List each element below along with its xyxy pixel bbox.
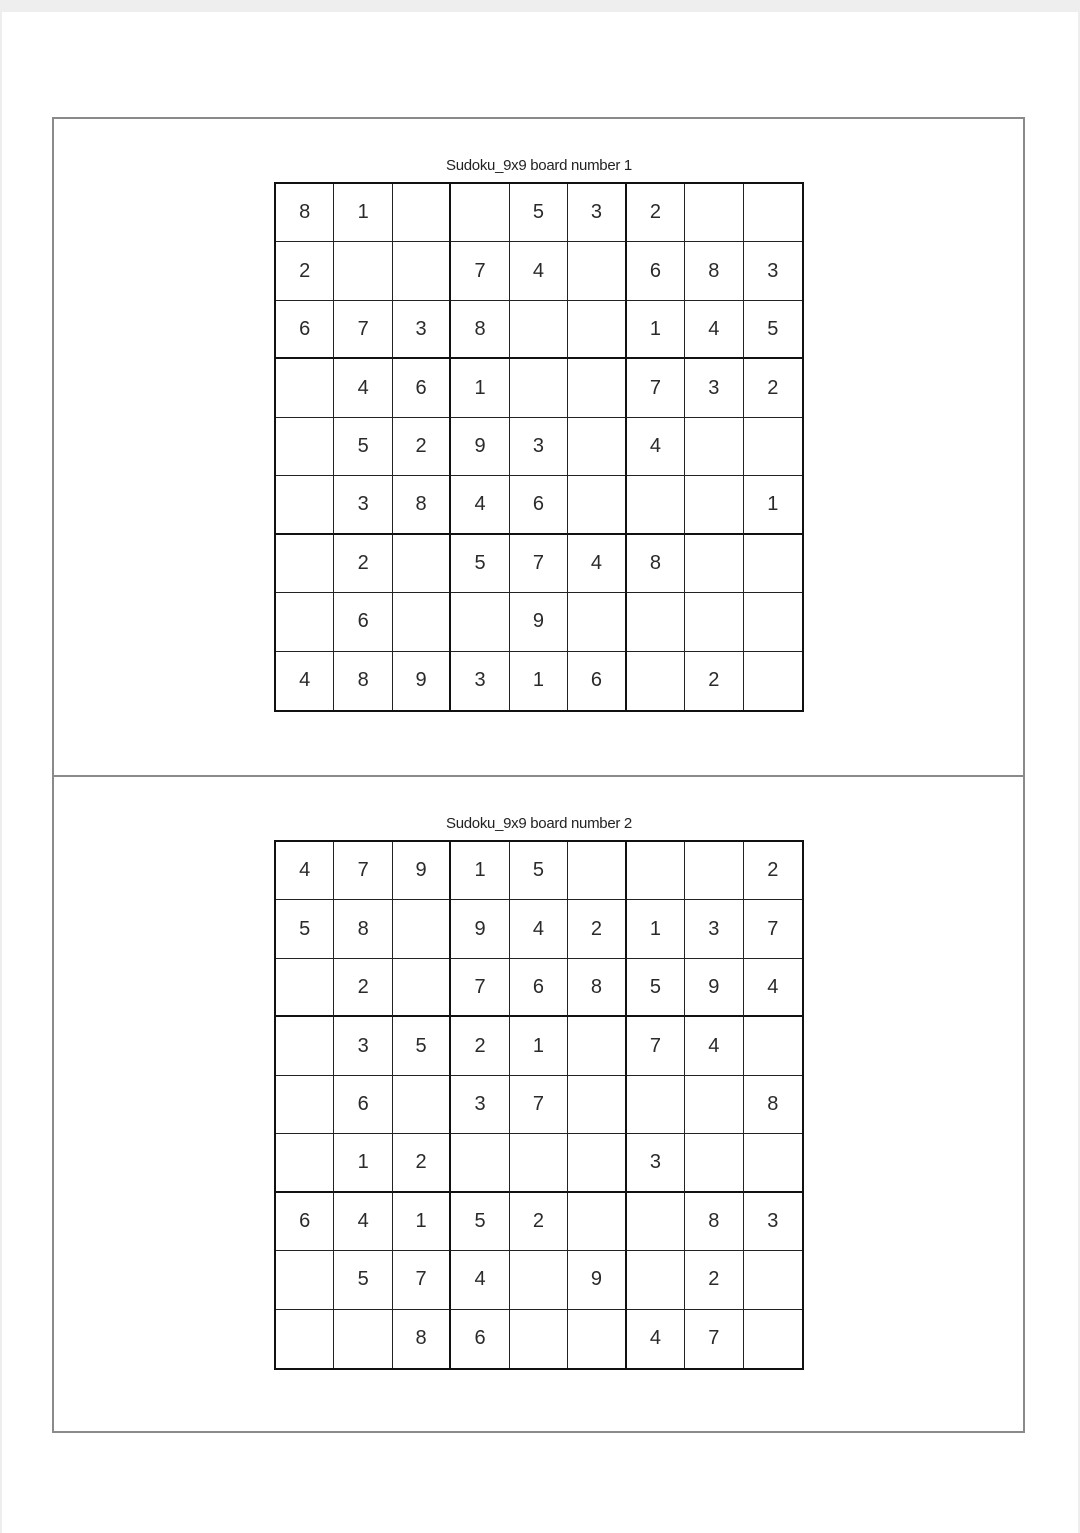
sudoku-cell: 5 (451, 535, 509, 593)
sudoku-cell: 1 (510, 652, 568, 710)
sudoku-cell (627, 1076, 685, 1134)
sudoku-cell (393, 593, 451, 651)
sudoku-cell (451, 593, 509, 651)
sudoku-cell: 4 (334, 1193, 392, 1251)
sudoku-cell: 1 (627, 301, 685, 359)
sudoku-cell (510, 359, 568, 417)
sudoku-cell (744, 535, 802, 593)
sudoku-cell: 8 (451, 301, 509, 359)
sudoku-cell (627, 1251, 685, 1309)
sudoku-cell (393, 184, 451, 242)
sudoku-board-1 (274, 182, 804, 712)
sudoku-cell: 7 (451, 242, 509, 300)
sudoku-cell: 4 (276, 652, 334, 710)
sudoku-cell (276, 1017, 334, 1075)
sudoku-cell: 6 (451, 1310, 509, 1368)
sudoku-cell: 1 (510, 1017, 568, 1075)
sudoku-cell (568, 359, 626, 417)
sudoku-cell: 3 (744, 1193, 802, 1251)
sudoku-cell: 6 (510, 959, 568, 1017)
sudoku-cell (334, 1310, 392, 1368)
sudoku-cell: 2 (685, 652, 743, 710)
sudoku-cell: 3 (510, 418, 568, 476)
sudoku-cell (276, 476, 334, 534)
board-1-title: Sudoku_9x9 board number 1 (446, 157, 632, 174)
sudoku-cell (627, 476, 685, 534)
sudoku-cell: 3 (627, 1134, 685, 1192)
sudoku-cell: 2 (276, 242, 334, 300)
sudoku-cell (393, 1076, 451, 1134)
sudoku-cell: 6 (393, 359, 451, 417)
sudoku-cell: 4 (627, 418, 685, 476)
sudoku-cell (568, 418, 626, 476)
sudoku-cell: 5 (393, 1017, 451, 1075)
sudoku-cell (510, 1310, 568, 1368)
sudoku-cell: 9 (685, 959, 743, 1017)
sudoku-cell: 3 (568, 184, 626, 242)
sudoku-board-2 (274, 840, 804, 1370)
sudoku-cell: 6 (568, 652, 626, 710)
sudoku-cell (744, 1017, 802, 1075)
sudoku-cell (685, 418, 743, 476)
sudoku-cell: 2 (393, 1134, 451, 1192)
sudoku-cell: 2 (685, 1251, 743, 1309)
sudoku-cell (334, 242, 392, 300)
sudoku-cell: 1 (451, 359, 509, 417)
sudoku-cell (276, 359, 334, 417)
sudoku-cell (627, 1193, 685, 1251)
sudoku-cell (685, 593, 743, 651)
sudoku-cell: 3 (744, 242, 802, 300)
sudoku-cell: 8 (744, 1076, 802, 1134)
sudoku-cell: 8 (393, 476, 451, 534)
sudoku-cell (276, 535, 334, 593)
sudoku-cell: 2 (393, 418, 451, 476)
sudoku-cell: 4 (451, 476, 509, 534)
sudoku-cell: 2 (451, 1017, 509, 1075)
sudoku-cell: 4 (568, 535, 626, 593)
sudoku-cell: 5 (276, 900, 334, 958)
sudoku-cell (744, 593, 802, 651)
sudoku-cell: 9 (568, 1251, 626, 1309)
sudoku-cell: 4 (685, 301, 743, 359)
sudoku-cell (393, 900, 451, 958)
sudoku-cell (393, 242, 451, 300)
sudoku-cell: 4 (627, 1310, 685, 1368)
board-2-title: Sudoku_9x9 board number 2 (446, 815, 632, 832)
sudoku-cell: 4 (334, 359, 392, 417)
sudoku-cell: 2 (510, 1193, 568, 1251)
sudoku-cell: 1 (334, 1134, 392, 1192)
sudoku-cell (276, 418, 334, 476)
sudoku-cell (685, 842, 743, 900)
sudoku-cell: 2 (568, 900, 626, 958)
sudoku-cell: 8 (627, 535, 685, 593)
sudoku-cell: 5 (510, 842, 568, 900)
sudoku-cell: 9 (393, 842, 451, 900)
sudoku-cell: 3 (451, 1076, 509, 1134)
sudoku-cell: 8 (334, 900, 392, 958)
sudoku-cell: 1 (334, 184, 392, 242)
sudoku-cell: 6 (334, 593, 392, 651)
sudoku-cell (451, 1134, 509, 1192)
sudoku-cell (393, 959, 451, 1017)
sudoku-cell (276, 1251, 334, 1309)
sudoku-cell: 5 (334, 418, 392, 476)
sudoku-cell: 1 (627, 900, 685, 958)
sudoku-cell: 6 (510, 476, 568, 534)
sudoku-cell: 4 (685, 1017, 743, 1075)
sudoku-cell: 7 (510, 535, 568, 593)
sudoku-cell: 8 (334, 652, 392, 710)
sudoku-cell (568, 1193, 626, 1251)
sudoku-cell (568, 842, 626, 900)
sudoku-cell (568, 593, 626, 651)
sudoku-cell: 1 (393, 1193, 451, 1251)
sudoku-cell: 7 (393, 1251, 451, 1309)
frame-divider (54, 775, 1023, 777)
sudoku-cell: 7 (627, 1017, 685, 1075)
sudoku-cell: 7 (334, 842, 392, 900)
sudoku-cell: 7 (744, 900, 802, 958)
sudoku-cell: 3 (393, 301, 451, 359)
sudoku-cell: 5 (334, 1251, 392, 1309)
sudoku-cell (744, 1134, 802, 1192)
sudoku-cell (568, 1310, 626, 1368)
sudoku-cell: 4 (510, 242, 568, 300)
sudoku-cell (510, 1134, 568, 1192)
sudoku-cell: 3 (334, 476, 392, 534)
sudoku-cell: 6 (276, 1193, 334, 1251)
sudoku-cell (568, 242, 626, 300)
sudoku-cell (451, 184, 509, 242)
sudoku-cell: 6 (334, 1076, 392, 1134)
sudoku-cell (744, 652, 802, 710)
document-page (2, 12, 1078, 1533)
sudoku-cell (510, 301, 568, 359)
sudoku-cell: 5 (510, 184, 568, 242)
sudoku-cell: 7 (685, 1310, 743, 1368)
sudoku-cell: 8 (685, 1193, 743, 1251)
sudoku-cell: 9 (451, 900, 509, 958)
sudoku-cell: 1 (451, 842, 509, 900)
sudoku-cell (276, 959, 334, 1017)
sudoku-cell: 4 (451, 1251, 509, 1309)
sudoku-cell: 9 (393, 652, 451, 710)
sudoku-cell: 2 (744, 359, 802, 417)
sudoku-cell: 7 (334, 301, 392, 359)
sudoku-cell (568, 301, 626, 359)
sudoku-cell (744, 1251, 802, 1309)
sudoku-cell (744, 418, 802, 476)
sudoku-cell (627, 842, 685, 900)
sudoku-cell (685, 535, 743, 593)
sudoku-cell: 7 (451, 959, 509, 1017)
sudoku-cell (744, 1310, 802, 1368)
sudoku-cell (685, 1076, 743, 1134)
sudoku-cell: 7 (627, 359, 685, 417)
sudoku-cell (568, 1076, 626, 1134)
sudoku-cell: 3 (334, 1017, 392, 1075)
sudoku-cell: 8 (685, 242, 743, 300)
sudoku-cell: 8 (568, 959, 626, 1017)
sudoku-cell: 8 (393, 1310, 451, 1368)
sudoku-cell (510, 1251, 568, 1309)
sudoku-cell (276, 1076, 334, 1134)
sudoku-cell: 2 (627, 184, 685, 242)
sudoku-cell (568, 1134, 626, 1192)
sudoku-cell: 8 (276, 184, 334, 242)
sudoku-cell (568, 476, 626, 534)
sudoku-cell (276, 593, 334, 651)
sudoku-cell (685, 1134, 743, 1192)
sudoku-cell (568, 1017, 626, 1075)
sudoku-cell: 3 (451, 652, 509, 710)
sudoku-cell (393, 535, 451, 593)
sudoku-cell: 4 (510, 900, 568, 958)
sudoku-cell: 6 (627, 242, 685, 300)
sudoku-cell: 4 (744, 959, 802, 1017)
sudoku-cell: 5 (627, 959, 685, 1017)
sudoku-cell: 5 (451, 1193, 509, 1251)
sudoku-cell: 2 (334, 535, 392, 593)
sudoku-cell: 2 (744, 842, 802, 900)
sudoku-cell: 7 (510, 1076, 568, 1134)
sudoku-cell: 3 (685, 359, 743, 417)
sudoku-cell (276, 1134, 334, 1192)
sudoku-cell: 3 (685, 900, 743, 958)
sudoku-cell: 9 (510, 593, 568, 651)
sudoku-cell: 4 (276, 842, 334, 900)
sudoku-cell: 1 (744, 476, 802, 534)
sudoku-cell (685, 476, 743, 534)
sudoku-cell: 5 (744, 301, 802, 359)
sudoku-cell (627, 652, 685, 710)
sudoku-cell: 2 (334, 959, 392, 1017)
sudoku-cell: 6 (276, 301, 334, 359)
sudoku-cell: 9 (451, 418, 509, 476)
sudoku-cell (627, 593, 685, 651)
sudoku-cell (744, 184, 802, 242)
sudoku-cell (276, 1310, 334, 1368)
sudoku-cell (685, 184, 743, 242)
